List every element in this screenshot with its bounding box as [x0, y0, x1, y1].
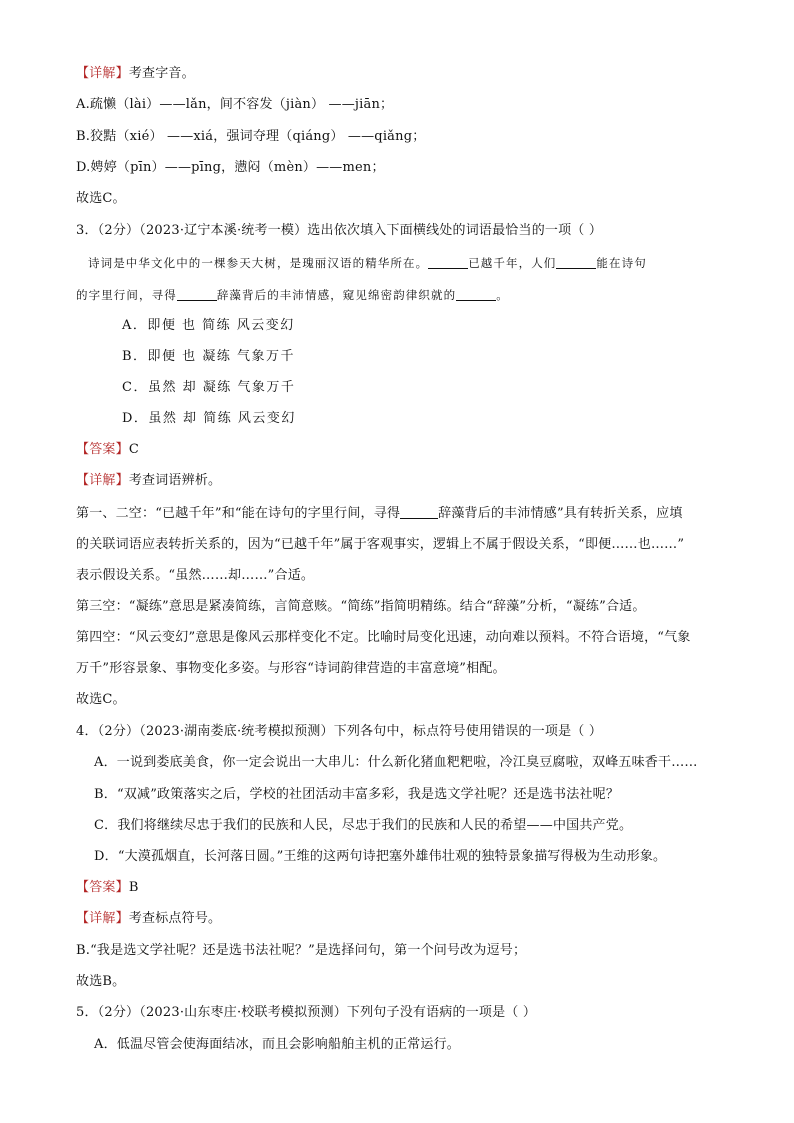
passage-text: 。	[496, 288, 509, 302]
fill-blank	[556, 256, 596, 269]
question-5-stem: 5．（2分）（2023·山东枣庄·校联考模拟预测）下列句子没有语病的一项是（ ）	[76, 1005, 537, 1020]
explanation-tag: 【详解】	[76, 911, 129, 926]
explanation-tag: 【详解】	[76, 66, 129, 81]
explanation-text: 辞藻背后的丰沛情感”具有转折关系，应填	[438, 506, 683, 521]
conclusion-line: 故选C。	[76, 191, 126, 206]
question-4-stem: 4．（2分）（2023·湖南娄底·统考模拟预测）下列各句中，标点符号使用错误的一项是（ ）	[76, 724, 603, 739]
explanation-line: 第三空：“凝练”意思是紧凑简练，言简意赅。“简练”指简明精练。结合“辞藻”分析，“凝练”合适。	[76, 599, 646, 614]
answer-heading	[76, 441, 139, 459]
answer-line-a: A.疏懒（lài）——lǎn，间不容发（jiàn） ——jiān；	[76, 97, 394, 112]
explanation-text: 考查字音。	[128, 66, 195, 81]
option-c: C．我们将继续尽忠于我们的民族和人民，尽忠于我们的民族和人民的希望——中国共产党。	[94, 818, 633, 833]
explanation-text: 考查标点符号。	[128, 911, 222, 926]
passage-text: 的字里行间，寻得	[76, 288, 177, 302]
explanation-text: 考查词语辨析。	[128, 473, 222, 488]
passage-line-1	[88, 254, 647, 272]
answer-line-d: D.娉婷（pīn）——pīng，懑闷（mèn）——men；	[76, 160, 385, 175]
answer-tag: 【答案】	[76, 442, 129, 457]
conclusion-line: 故选C。	[76, 692, 126, 707]
answer-value: C	[128, 442, 139, 457]
explanation-line: 表示假设关系。“虽然……却……”合适。	[76, 568, 315, 583]
explanation-line: 第四空：“风云变幻”意思是像风云那样变化不定。比喻时局变化迅速，动向难以预料。不符合语境，“气象	[76, 630, 691, 645]
explanation-heading	[76, 910, 221, 928]
explanation-line: 万千”形容景象、事物变化多姿。与形容“诗词韵律营造的丰富意境”相配。	[76, 661, 506, 676]
fill-blank	[456, 288, 496, 301]
answer-value: B	[128, 880, 139, 895]
explanation-text: 第一、二空：“已越千年”和“能在诗句的字里行间，寻得	[76, 506, 401, 521]
option-d: D．虽然 却 简练 风云变幻	[122, 411, 296, 426]
option-c: C．虽然 却 凝练 气象万千	[122, 380, 296, 395]
fill-blank	[428, 256, 468, 269]
option-a: A．即便 也 简练 风云变幻	[122, 318, 295, 333]
question-3-stem: 3．（2分）（2023·辽宁本溪·统考一模）选出依次填入下面横线处的词语最恰当的一项（ ）	[76, 223, 603, 238]
fill-blank	[177, 288, 217, 301]
passage-text: 能在诗句	[596, 256, 647, 270]
passage-line-2	[76, 286, 509, 304]
explanation-line	[76, 505, 683, 523]
passage-text: 已越千年，人们	[468, 256, 557, 270]
explanation-heading	[76, 65, 195, 83]
explanation-tag: 【详解】	[76, 473, 129, 488]
option-b: B．“双减”政策落实之后，学校的社团活动丰富多彩，我是选文学社呢？还是选书法社呢？	[94, 787, 620, 802]
explanation-heading	[76, 472, 221, 490]
option-b: B．即便 也 凝练 气象万千	[122, 349, 295, 364]
explanation-line: B.“我是选文学社呢？还是选书法社呢？”是选择问句，第一个问号改为逗号；	[76, 943, 527, 958]
option-a: A．低温尽管会使海面结冰，而且会影响船舶主机的正常运行。	[94, 1037, 460, 1052]
explanation-line: 的关联词语应表转折关系的，因为“已越千年”属于客观事实，逻辑上不属于假设关系，“即便……也……”	[76, 537, 685, 552]
fill-blank	[400, 506, 438, 519]
conclusion-line: 故选B。	[76, 974, 126, 989]
option-a: A．一说到娄底美食，你一定会说出一大串儿：什么新化猪血粑粑啦，冷江臭豆腐啦，双峰五味香干……	[94, 755, 698, 770]
answer-heading	[76, 879, 139, 897]
option-d: D．“大漠孤烟直，长河落日圆。”王维的这两句诗把塞外雄伟壮观的独特景象描写得极为生动形象。	[94, 849, 667, 864]
passage-text: 诗词是中华文化中的一棵参天大树，是瑰丽汉语的精华所在。	[88, 256, 429, 270]
answer-tag: 【答案】	[76, 880, 129, 895]
passage-text: 辞藻背后的丰沛情感，窥见绵密韵律织就的	[216, 288, 457, 302]
answer-line-b: B.狡黠（xié） ——xiá，强词夺理（qiáng） ——qiǎng；	[76, 129, 426, 144]
